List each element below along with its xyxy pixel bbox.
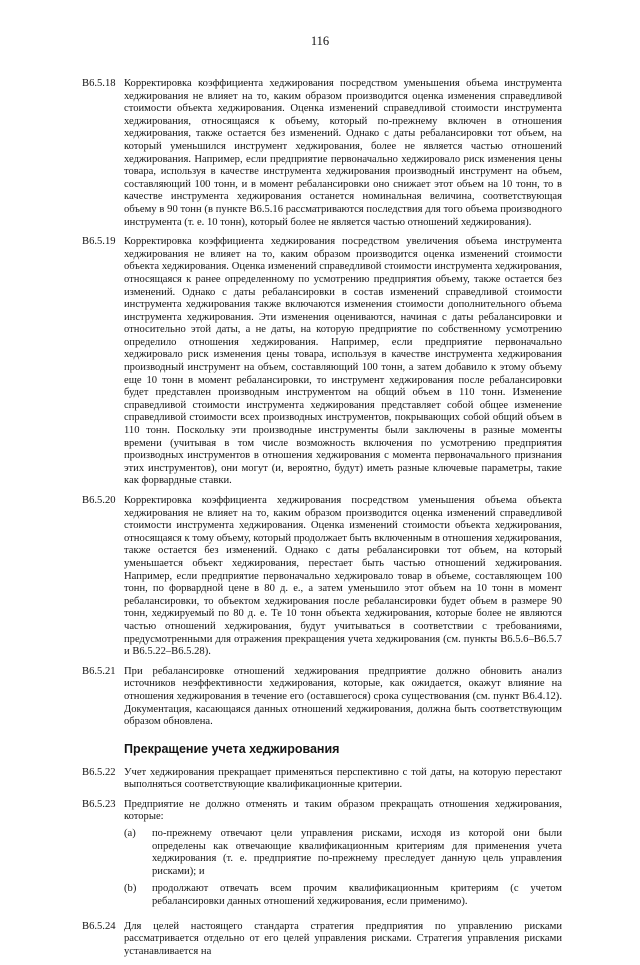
paragraph-number: B6.5.18: [82, 78, 116, 89]
paragraph-b6-5-22: [82, 767, 562, 792]
list-item-text: продолжают отвечать всем прочим квалификационным критериям (с учетом ребалансировки данных отношений хеджирования, если применимо).: [152, 883, 562, 908]
paragraph-b6-5-21: [82, 666, 562, 729]
paragraph-number: B6.5.22: [82, 766, 116, 778]
section-heading: Прекращение учета хеджирования: [124, 741, 340, 756]
page-number: 116: [310, 34, 330, 48]
list-item-label: (b): [124, 883, 137, 895]
paragraph-text: Предприятие не должно отменять и таким образом прекращать отношения хеджирования, которые:: [124, 798, 562, 823]
page-content: [82, 78, 562, 965]
paragraph-text: Корректировка коэффициента хеджирования посредством увеличения объема инструмента хеджирования не влияет на то, каким образом производится оценка изменений стоимости объекта хеджирования. Оценка изменений справедливой стоимости инструмента хеджирования, относящаяся к ранее определенному по усмотрению предприятия объему, также остается без изменений. Однако с даты ребалансировки в состав изменений справедливой стоимости инструмента хеджирования также включаются изменения стоимости дополнительного объема инструмента хеджирования. Эти изменения оцениваются, начиная с даты ребалансировки и относительно этой даты, а не даты, на которую предприятие по собственному усмотрению определило отношения хеджирования. Например, если предприятие первоначально хеджировало риск изменения цены товара, используя в качестве инструмента хеджирования производный инструмент на объем, составляющий 100 тонн, а затем добавило к этому объему еще 10 тонн в момент ребалансировки, то инструмент хеджирования после ребалансировки будет представлен производным инструментом на общий объем в 110 тонн. Изменение справедливой стоимости инструмента хеджирования представляет собой общее изменение справедливой стоимости всех производных инструментов, покрывающих собой общий объем в 110 тонн. Поскольку эти производные инструменты были заключены в разные моменты времени (учитывая в том числе возможность включения по усмотрению предприятия производных инструментов в отношения хеджирования с момента первоначального признания этих инструментов), они могут (и, вероятно, будут) иметь разные ключевые параметры, такие как форвардные ставки.: [124, 236, 562, 487]
paragraph-number: B6.5.23: [82, 798, 116, 810]
paragraph-text: Для целей настоящего стандарта стратегия предприятия по управлению рисками рассматривается отдельно от его целей управления рисками. Стратегия управления рисками устанавливается на: [124, 920, 562, 957]
paragraph-b6-5-18: [82, 78, 562, 229]
paragraph-b6-5-20: [82, 495, 562, 659]
list-item-label: (a): [124, 828, 136, 840]
paragraph-body: [124, 799, 562, 914]
paragraph-text: Корректировка коэффициента хеджирования посредством уменьшения объема объекта хеджирования не влияет на то, каким образом производится оценка изменений справедливой стоимости инструмента хеджирования. Оценка изменений стоимости объекта хеджирования, относящаяся к тому объему, который продолжает быть включенным в отношения хеджирования, также остается без изменений. Однако с даты ребалансировки тот объем, на который уменьшается объект хеджирования, перестает быть частью отношений хеджирования. Например, если предприятие первоначально хеджировало товар в объеме, составляющем 100 тонн, по форвардной цене в 80 д. е., а затем уменьшило этот объем на 10 тонн в момент ребалансировки, то объектом хеджирования после ребалансировки будет объем в размере 90 тонн, хеджируемый по 80 д. е. Те 10 тонн объекта хеджирования, которые более не являются частью отношений хеджирования, будут учитываться в соответствии с требованиями, предусмотренными для отражения прекращения учета хеджирования (см. пункты B6.5.6–B6.5.7 и B6.5.22–B6.5.28).: [124, 495, 563, 658]
paragraph-number: B6.5.21: [82, 665, 116, 677]
paragraph-number: B6.5.20: [82, 495, 116, 506]
paragraph-text: Учет хеджирования прекращает применяться перспективно с той даты, на которую перестают выполняться соответствующие квалификационные критерии.: [124, 766, 562, 791]
paragraph-b6-5-24: [82, 921, 562, 959]
paragraph-text: При ребалансировке отношений хеджирования предприятие должно обновить анализ источников неэффективности хеджирования, которые, как ожидается, окажут влияние на отношения хеджирования в течение его (оставшегося) срока существования (см. пункт B6.4.12). Документация, касающаяся данных отношений хеджирования, должна быть соответствующим образом обновлена.: [124, 665, 562, 728]
paragraph-b6-5-19: [82, 236, 562, 488]
paragraph-b6-5-23: [82, 799, 562, 914]
list-item: [124, 828, 562, 878]
paragraph-text: Корректировка коэффициента хеджирования посредством уменьшения объема инструмента хеджирования не влияет на то, каким образом производится оценка изменения справедливой стоимости объекта хеджирования. Оценка изменений справедливой стоимости инструмента хеджирования, относящаяся к объему, который по-прежнему включен в отношения хеджирования, также остается без изменений. Однако с даты ребалансировки тот объем, на который уменьшился инструмент хеджирования, более не является частью отношений хеджирования. Например, если предприятие первоначально хеджировало риск изменения цены товара, используя в качестве инструмента хеджирования производный инструмент на объем, составляющий 100 тонн, и в момент ребалансировки оно снижает этот объем на 10 тонн, то в качестве инструмента хеджирования останется номинальная величина, соответствующая объему в 90 тонн (в пункте B6.5.16 рассматриваются последствия для того объема производного инструмента (т. е. 10 тонн), который более не является частью отношений хеджирования).: [124, 78, 562, 228]
list-item-text: по-прежнему отвечают цели управления рисками, исходя из которой они были определены как отвечающие квалификационным критериям для применения учета хеджирования (т. е. предприятие по-прежнему преследует данную цель управления рисками); и: [152, 828, 562, 877]
paragraph-number: B6.5.19: [82, 236, 116, 248]
paragraph-number: B6.5.24: [82, 920, 116, 932]
